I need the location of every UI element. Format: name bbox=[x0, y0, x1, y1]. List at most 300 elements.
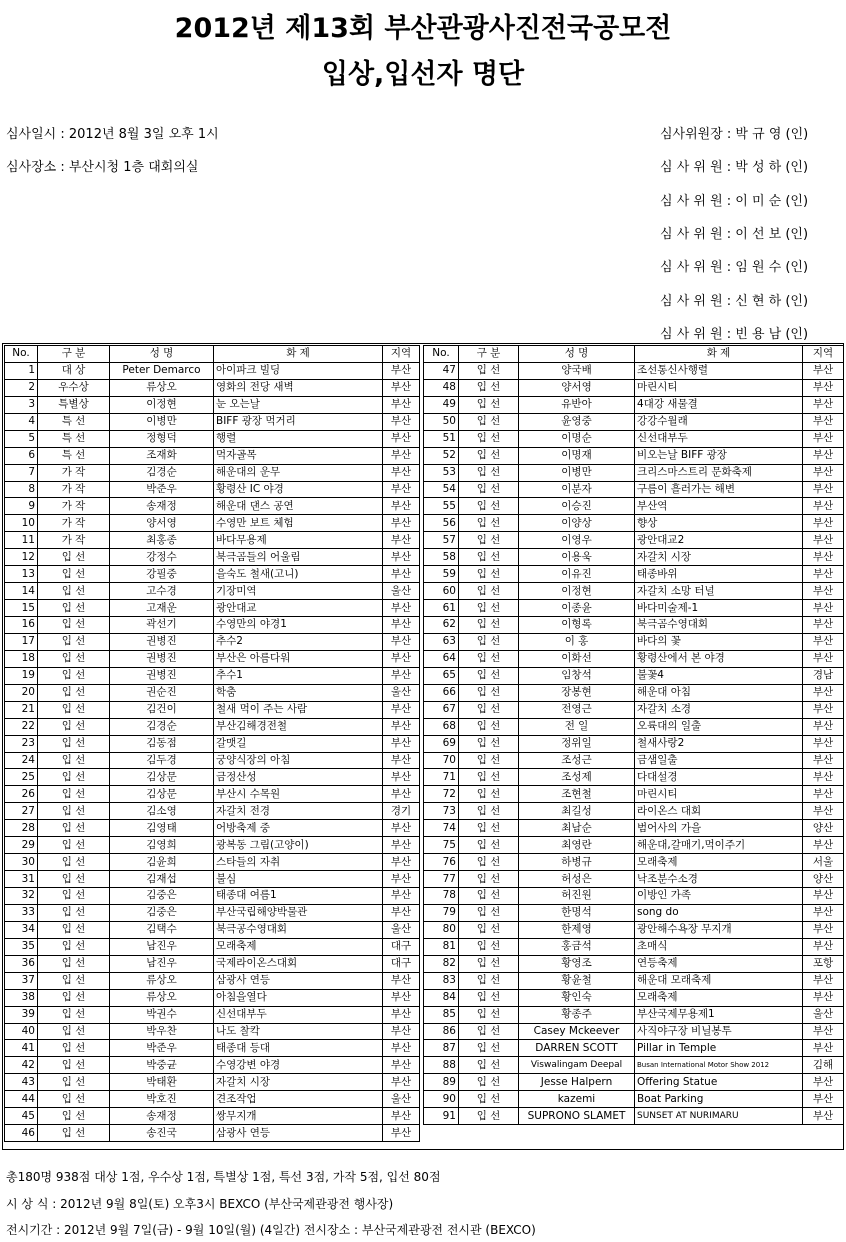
table-row bbox=[424, 464, 844, 481]
entry-name: 이분자 bbox=[519, 481, 635, 498]
entry-category: 입 선 bbox=[459, 667, 519, 684]
entry-title: 추수2 bbox=[214, 633, 383, 650]
table-row bbox=[424, 955, 844, 972]
entry-title: 라이온스 대회 bbox=[635, 803, 803, 820]
entries-table-right bbox=[423, 345, 844, 1141]
entry-no: 13 bbox=[5, 566, 38, 583]
entry-name: 임창석 bbox=[519, 667, 635, 684]
entry-name: 김상문 bbox=[110, 786, 214, 803]
entry-title: 크리스마스트리 문화축제 bbox=[635, 464, 803, 481]
entry-category: 입 선 bbox=[459, 515, 519, 532]
entry-title: 먹자골목 bbox=[214, 447, 383, 464]
table-row bbox=[424, 447, 844, 464]
entry-name: 양서영 bbox=[519, 379, 635, 396]
entry-no: 11 bbox=[5, 532, 38, 549]
table-row bbox=[424, 379, 844, 396]
entry-category: 입 선 bbox=[38, 667, 110, 684]
table-row bbox=[5, 684, 420, 701]
entry-name: 양국배 bbox=[519, 362, 635, 379]
entry-name: 윤영중 bbox=[519, 413, 635, 430]
entry-category: 입 선 bbox=[38, 549, 110, 566]
table-row bbox=[5, 633, 420, 650]
entry-no: 86 bbox=[424, 1023, 459, 1040]
entry-title: 자갈치 시장 bbox=[635, 549, 803, 566]
entry-name: 권병진 bbox=[110, 667, 214, 684]
entry-no: 89 bbox=[424, 1074, 459, 1091]
footer-totals: 총180명 938점 대상 1점, 우수상 1점, 특별상 1점, 특선 3점, 가작 5점, 입선 80점 bbox=[6, 1170, 441, 1184]
entry-name: Viswalingam Deepal bbox=[519, 1057, 635, 1074]
table-row bbox=[5, 1091, 420, 1108]
entry-name: 김건이 bbox=[110, 701, 214, 718]
entry-name: 김재섭 bbox=[110, 871, 214, 888]
entry-category: 입 선 bbox=[459, 904, 519, 921]
entry-region: 부산 bbox=[803, 566, 844, 583]
entry-no: 29 bbox=[5, 837, 38, 854]
entry-region: 부산 bbox=[383, 1006, 420, 1023]
entry-name: 이화선 bbox=[519, 650, 635, 667]
table-row bbox=[5, 820, 420, 837]
table-row bbox=[5, 532, 420, 549]
table-row bbox=[5, 701, 420, 718]
entry-name: 김경순 bbox=[110, 464, 214, 481]
table-row bbox=[424, 803, 844, 820]
entry-name: 한명석 bbox=[519, 904, 635, 921]
entry-title: 태종바위 bbox=[635, 566, 803, 583]
entry-name: 이형록 bbox=[519, 617, 635, 634]
entry-region: 부산 bbox=[383, 600, 420, 617]
entry-region: 부산 bbox=[803, 837, 844, 854]
entry-category: 입 선 bbox=[38, 600, 110, 617]
entry-region: 부산 bbox=[803, 396, 844, 413]
footer-exhibition: 전시기간 : 2012년 9월 7일(금) - 9월 10일(월) (4일간) 전시장소 : 부산국제관광전 전시관 (BEXCO) bbox=[6, 1223, 536, 1237]
entry-title: song do bbox=[635, 904, 803, 921]
table-row bbox=[5, 718, 420, 735]
entry-category: 입 선 bbox=[38, 684, 110, 701]
entry-no: 12 bbox=[5, 549, 38, 566]
entry-title: 낙조분수소경 bbox=[635, 871, 803, 888]
entry-region: 부산 bbox=[383, 532, 420, 549]
entry-category: 입 선 bbox=[459, 464, 519, 481]
entry-name: 유반아 bbox=[519, 396, 635, 413]
entry-name: Jesse Halpern bbox=[519, 1074, 635, 1091]
entry-no: 45 bbox=[5, 1108, 38, 1125]
entry-title: 스타들의 자취 bbox=[214, 854, 383, 871]
table-row-empty bbox=[424, 1125, 844, 1141]
entry-no: 62 bbox=[424, 617, 459, 634]
entry-name: 이정현 bbox=[110, 396, 214, 413]
judge-line: 심 사 위 원 : 임 원 수 (인) bbox=[660, 260, 809, 276]
header-region: 지역 bbox=[803, 346, 844, 363]
entry-region: 부산 bbox=[383, 854, 420, 871]
entry-name: 남진우 bbox=[110, 955, 214, 972]
table-row bbox=[5, 871, 420, 888]
entry-region: 울산 bbox=[383, 1091, 420, 1108]
entry-title: 북극공수영대회 bbox=[214, 921, 383, 938]
entry-name: 박준우 bbox=[110, 481, 214, 498]
entry-no: 91 bbox=[424, 1108, 459, 1125]
table-row bbox=[424, 820, 844, 837]
entry-category: 우수상 bbox=[38, 379, 110, 396]
entry-region: 부산 bbox=[803, 633, 844, 650]
entry-category: 입 선 bbox=[459, 752, 519, 769]
entry-name: 이병만 bbox=[519, 464, 635, 481]
entry-category: 입 선 bbox=[38, 1074, 110, 1091]
table-row bbox=[424, 600, 844, 617]
table-row bbox=[5, 904, 420, 921]
entry-category: 입 선 bbox=[38, 837, 110, 854]
head-judge: 심사위원장 : 박 규 영 (인) bbox=[660, 127, 809, 142]
table-row bbox=[5, 650, 420, 667]
entry-title: 이방인 가족 bbox=[635, 888, 803, 905]
table-row bbox=[5, 837, 420, 854]
table-row bbox=[424, 650, 844, 667]
entry-region: 부산 bbox=[383, 566, 420, 583]
entry-region: 부산 bbox=[803, 379, 844, 396]
entry-region: 부산 bbox=[383, 1023, 420, 1040]
entry-category: 입 선 bbox=[38, 972, 110, 989]
entry-name: 송진국 bbox=[110, 1125, 214, 1142]
entry-name: 박우찬 bbox=[110, 1023, 214, 1040]
footer-ceremony: 시 상 식 : 2012년 9월 8일(토) 오후3시 BEXCO (부산국제관광전 행사장) bbox=[6, 1197, 394, 1211]
entry-category: 입 선 bbox=[459, 430, 519, 447]
entry-category: 입 선 bbox=[38, 583, 110, 600]
entry-category: 입 선 bbox=[459, 871, 519, 888]
entry-no: 76 bbox=[424, 854, 459, 871]
entry-category: 입 선 bbox=[459, 854, 519, 871]
entry-category: 특별상 bbox=[38, 396, 110, 413]
entry-region: 부산 bbox=[803, 921, 844, 938]
entry-name: 조성제 bbox=[519, 769, 635, 786]
entry-name: 조성근 bbox=[519, 752, 635, 769]
entry-title: 수영만 보트 체험 bbox=[214, 515, 383, 532]
table-row bbox=[5, 362, 420, 379]
table-row bbox=[424, 972, 844, 989]
table-row bbox=[424, 1023, 844, 1040]
entry-category: 입 선 bbox=[459, 396, 519, 413]
entry-title: 바다미술제-1 bbox=[635, 600, 803, 617]
entry-name: 박준우 bbox=[110, 1040, 214, 1057]
entry-no: 58 bbox=[424, 549, 459, 566]
entry-name: 양서영 bbox=[110, 515, 214, 532]
entry-no: 6 bbox=[5, 447, 38, 464]
entry-no: 39 bbox=[5, 1006, 38, 1023]
table-row bbox=[424, 362, 844, 379]
entry-title: 향상 bbox=[635, 515, 803, 532]
entry-category: 가 작 bbox=[38, 532, 110, 549]
entry-category: 대 상 bbox=[38, 362, 110, 379]
entry-region: 부산 bbox=[383, 837, 420, 854]
header-category: 구 분 bbox=[38, 346, 110, 363]
entry-name: 최홍종 bbox=[110, 532, 214, 549]
entry-name: 이용욱 bbox=[519, 549, 635, 566]
table-row bbox=[5, 583, 420, 600]
entry-name: 김소영 bbox=[110, 803, 214, 820]
entry-name: 장봉현 bbox=[519, 684, 635, 701]
table-row bbox=[5, 515, 420, 532]
entry-category: 입 선 bbox=[38, 1091, 110, 1108]
entry-title: 부산국립해양박물관 bbox=[214, 904, 383, 921]
entry-region: 부산 bbox=[383, 667, 420, 684]
entry-region: 울산 bbox=[383, 583, 420, 600]
entry-title: 삼광사 연등 bbox=[214, 972, 383, 989]
entry-region: 부산 bbox=[383, 498, 420, 515]
table-row bbox=[424, 904, 844, 921]
entry-name: 곽선기 bbox=[110, 617, 214, 634]
entry-title: 추수1 bbox=[214, 667, 383, 684]
entry-no: 36 bbox=[5, 955, 38, 972]
table-row bbox=[424, 549, 844, 566]
entry-category: 입 선 bbox=[38, 701, 110, 718]
table-row bbox=[424, 1057, 844, 1074]
entry-title: 비오는날 BIFF 광장 bbox=[635, 447, 803, 464]
entry-category: 입 선 bbox=[38, 786, 110, 803]
table-row bbox=[5, 1023, 420, 1040]
entry-category: 입 선 bbox=[459, 803, 519, 820]
entry-no: 24 bbox=[5, 752, 38, 769]
entry-no: 10 bbox=[5, 515, 38, 532]
entry-name: 송재정 bbox=[110, 1108, 214, 1125]
entry-name: 홍금석 bbox=[519, 938, 635, 955]
entry-name: Peter Demarco bbox=[110, 362, 214, 379]
entry-category: 입 선 bbox=[38, 1057, 110, 1074]
entry-title: 금정산성 bbox=[214, 769, 383, 786]
entry-no: 69 bbox=[424, 735, 459, 752]
entry-no: 84 bbox=[424, 989, 459, 1006]
entry-no: 17 bbox=[5, 633, 38, 650]
entry-region: 부산 bbox=[803, 803, 844, 820]
entry-no: 23 bbox=[5, 735, 38, 752]
entry-region: 부산 bbox=[803, 532, 844, 549]
entry-no: 79 bbox=[424, 904, 459, 921]
entry-region: 부산 bbox=[803, 735, 844, 752]
entry-no: 47 bbox=[424, 362, 459, 379]
entry-region: 울산 bbox=[383, 684, 420, 701]
entry-no: 73 bbox=[424, 803, 459, 820]
table-header-row bbox=[424, 346, 844, 363]
entry-title: 오륙대의 일출 bbox=[635, 718, 803, 735]
table-row bbox=[424, 481, 844, 498]
entry-region: 부산 bbox=[803, 701, 844, 718]
entry-no: 63 bbox=[424, 633, 459, 650]
entry-name: 류상오 bbox=[110, 379, 214, 396]
entry-title: 구름이 흘러가는 해변 bbox=[635, 481, 803, 498]
entry-title: 해운대 아침 bbox=[635, 684, 803, 701]
entry-category: 입 선 bbox=[459, 362, 519, 379]
entry-title: Pillar in Temple bbox=[635, 1040, 803, 1057]
entry-no: 46 bbox=[5, 1125, 38, 1142]
entries-table-left bbox=[4, 345, 420, 1142]
entry-category: 입 선 bbox=[459, 379, 519, 396]
entry-name: 조재화 bbox=[110, 447, 214, 464]
entry-title: 갈맷길 bbox=[214, 735, 383, 752]
entry-region: 부산 bbox=[803, 515, 844, 532]
entry-no: 57 bbox=[424, 532, 459, 549]
entry-region: 부산 bbox=[803, 989, 844, 1006]
entry-region: 부산 bbox=[803, 650, 844, 667]
header-region: 지역 bbox=[383, 346, 420, 363]
entry-category: 특 선 bbox=[38, 413, 110, 430]
entry-no: 66 bbox=[424, 684, 459, 701]
entry-title: 해운대,갈매기,먹이주기 bbox=[635, 837, 803, 854]
entry-name: 한제영 bbox=[519, 921, 635, 938]
entry-category: 입 선 bbox=[459, 1006, 519, 1023]
entry-no: 14 bbox=[5, 583, 38, 600]
entry-category: 입 선 bbox=[38, 938, 110, 955]
entry-name: 이명재 bbox=[519, 447, 635, 464]
entry-title: 광안해수욕장 무지개 bbox=[635, 921, 803, 938]
entry-category: 입 선 bbox=[459, 498, 519, 515]
entry-title: 연등축제 bbox=[635, 955, 803, 972]
entry-region: 부산 bbox=[383, 1125, 420, 1142]
entry-category: 입 선 bbox=[38, 1108, 110, 1125]
entry-region: 경남 bbox=[803, 667, 844, 684]
entry-no: 18 bbox=[5, 650, 38, 667]
entry-region: 대구 bbox=[383, 955, 420, 972]
entry-name: 강정수 bbox=[110, 549, 214, 566]
entry-name: 고재운 bbox=[110, 600, 214, 617]
entry-no: 4 bbox=[5, 413, 38, 430]
entry-category: 입 선 bbox=[459, 532, 519, 549]
entry-name: 황인숙 bbox=[519, 989, 635, 1006]
table-row bbox=[424, 752, 844, 769]
entry-category: 입 선 bbox=[459, 1074, 519, 1091]
entry-title: 사직야구장 비닐봉투 bbox=[635, 1023, 803, 1040]
entry-category: 입 선 bbox=[38, 769, 110, 786]
entry-name: 박호진 bbox=[110, 1091, 214, 1108]
entry-category: 가 작 bbox=[38, 515, 110, 532]
entry-region: 부산 bbox=[803, 447, 844, 464]
entry-region: 부산 bbox=[383, 752, 420, 769]
entry-no: 5 bbox=[5, 430, 38, 447]
entry-name: 조현철 bbox=[519, 786, 635, 803]
entry-title: 해운대 댄스 공연 bbox=[214, 498, 383, 515]
entry-title: 태종대 여름1 bbox=[214, 888, 383, 905]
entry-title: 부산역 bbox=[635, 498, 803, 515]
entry-title: 철새사랑2 bbox=[635, 735, 803, 752]
entry-category: 입 선 bbox=[38, 617, 110, 634]
entry-no: 55 bbox=[424, 498, 459, 515]
entry-title: 행렬 bbox=[214, 430, 383, 447]
table-row bbox=[5, 481, 420, 498]
entry-name: 박태환 bbox=[110, 1074, 214, 1091]
entry-no: 56 bbox=[424, 515, 459, 532]
judge-line: 심 사 위 원 : 박 성 하 (인) bbox=[660, 160, 809, 176]
table-row bbox=[5, 735, 420, 752]
entry-title: 눈 오는날 bbox=[214, 396, 383, 413]
entry-title: 금샘일출 bbox=[635, 752, 803, 769]
entry-no: 16 bbox=[5, 617, 38, 634]
entry-category: 입 선 bbox=[459, 837, 519, 854]
entry-no: 61 bbox=[424, 600, 459, 617]
entry-name: 황영조 bbox=[519, 955, 635, 972]
table-row bbox=[5, 752, 420, 769]
entry-region: 포항 bbox=[803, 955, 844, 972]
entry-no: 38 bbox=[5, 989, 38, 1006]
entry-no: 40 bbox=[5, 1023, 38, 1040]
table-row bbox=[424, 1108, 844, 1125]
entry-no: 22 bbox=[5, 718, 38, 735]
entry-name: 김영희 bbox=[110, 837, 214, 854]
entry-category: 입 선 bbox=[459, 921, 519, 938]
entry-region: 울산 bbox=[803, 1006, 844, 1023]
entry-name: 최길성 bbox=[519, 803, 635, 820]
entry-region: 부산 bbox=[383, 1057, 420, 1074]
entry-title: 자갈치 시장 bbox=[214, 1074, 383, 1091]
entry-name: 박중균 bbox=[110, 1057, 214, 1074]
entry-title: 영화의 전당 새벽 bbox=[214, 379, 383, 396]
table-row bbox=[5, 989, 420, 1006]
entry-title: 아이파크 빌딩 bbox=[214, 362, 383, 379]
table-row bbox=[424, 786, 844, 803]
entry-category: 입 선 bbox=[38, 1125, 110, 1142]
entry-no: 70 bbox=[424, 752, 459, 769]
entry-title: 태종대 등대 bbox=[214, 1040, 383, 1057]
entry-title: 황령산에서 본 야경 bbox=[635, 650, 803, 667]
entry-no: 59 bbox=[424, 566, 459, 583]
entry-no: 28 bbox=[5, 820, 38, 837]
entry-no: 3 bbox=[5, 396, 38, 413]
entry-no: 60 bbox=[424, 583, 459, 600]
entry-no: 83 bbox=[424, 972, 459, 989]
entry-region: 부산 bbox=[803, 413, 844, 430]
entry-region: 부산 bbox=[383, 888, 420, 905]
entry-title: 철새 먹이 주는 사람 bbox=[214, 701, 383, 718]
entry-name: 박권수 bbox=[110, 1006, 214, 1023]
entry-name: 허진원 bbox=[519, 888, 635, 905]
entry-region: 부산 bbox=[383, 396, 420, 413]
entry-no: 78 bbox=[424, 888, 459, 905]
entry-no: 20 bbox=[5, 684, 38, 701]
entry-name: 황윤철 bbox=[519, 972, 635, 989]
entry-region: 부산 bbox=[803, 464, 844, 481]
entry-name: 김동점 bbox=[110, 735, 214, 752]
table-row bbox=[424, 989, 844, 1006]
entry-region: 부산 bbox=[803, 1091, 844, 1108]
entry-category: 입 선 bbox=[38, 888, 110, 905]
entry-name: 김중은 bbox=[110, 888, 214, 905]
entry-region: 부산 bbox=[383, 769, 420, 786]
entry-region: 부산 bbox=[383, 786, 420, 803]
entry-name: SUPRONO SLAMET bbox=[519, 1108, 635, 1125]
entry-no: 21 bbox=[5, 701, 38, 718]
entry-category: 입 선 bbox=[38, 752, 110, 769]
table-row bbox=[5, 803, 420, 820]
entry-no: 48 bbox=[424, 379, 459, 396]
entry-category: 입 선 bbox=[459, 989, 519, 1006]
entry-title: SUNSET AT NURIMARU bbox=[635, 1108, 803, 1125]
entry-name: 이승진 bbox=[519, 498, 635, 515]
entry-no: 80 bbox=[424, 921, 459, 938]
entry-name: 허성은 bbox=[519, 871, 635, 888]
entry-name: 김중은 bbox=[110, 904, 214, 921]
table-row bbox=[424, 888, 844, 905]
entry-title: 마린시티 bbox=[635, 379, 803, 396]
entry-region: 양산 bbox=[803, 820, 844, 837]
header-title: 화 제 bbox=[214, 346, 383, 363]
entry-name: 강필중 bbox=[110, 566, 214, 583]
table-row bbox=[424, 633, 844, 650]
entry-name: 김택수 bbox=[110, 921, 214, 938]
entry-title: 바다의 꽃 bbox=[635, 633, 803, 650]
entry-category: 입 선 bbox=[38, 1040, 110, 1057]
entry-title: 광안대교2 bbox=[635, 532, 803, 549]
table-row bbox=[424, 515, 844, 532]
judge-line: 심 사 위 원 : 이 미 순 (인) bbox=[660, 193, 809, 209]
entry-name: 이정현 bbox=[519, 583, 635, 600]
entry-region: 부산 bbox=[383, 904, 420, 921]
entry-name: Casey Mckeever bbox=[519, 1023, 635, 1040]
entry-title: 불심 bbox=[214, 871, 383, 888]
